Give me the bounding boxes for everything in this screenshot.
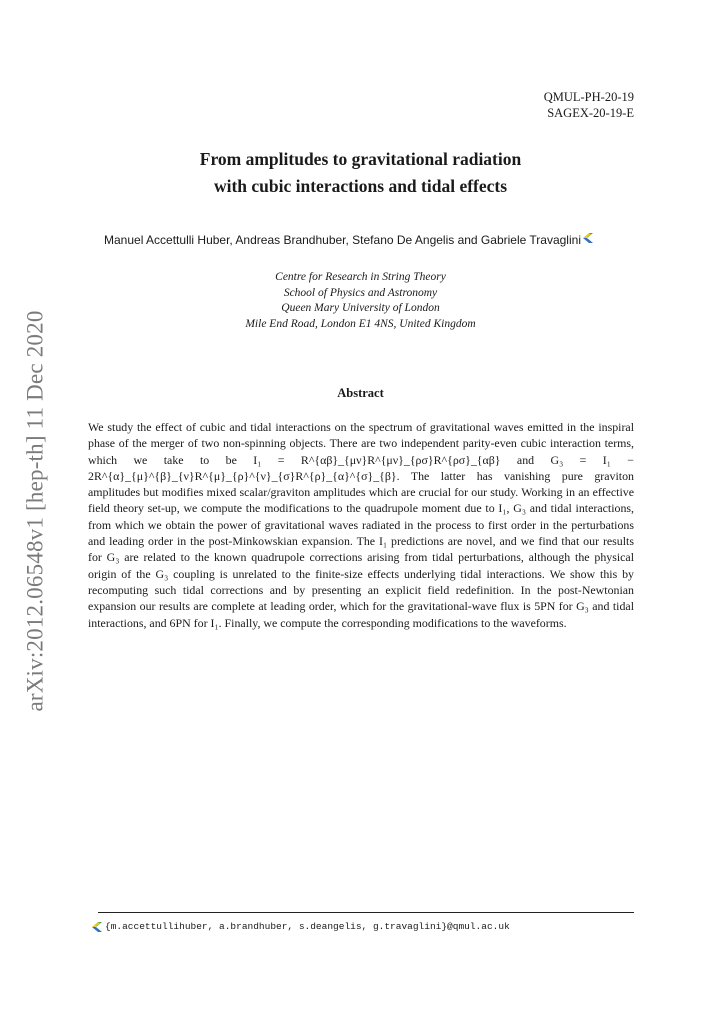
footnote-email [92,921,510,932]
arxiv-side-stamp [14,306,58,716]
abstract-body: We study the effect of cubic and tidal interactions on the spectrum of gravitational waves emitted in the inspiral phase of the merger of two non-spinning objects. There are two independent parity-even cubic interaction terms, which we take to be I₁ = R^{αβ}_{μν}R^{μν}_{ρσ}R^{ρσ}_{αβ} and G₃ = I₁ − 2R^{α}_{μ}^{β}_{ν}R^{μ}_{ρ}^{ν}_{σ}R^{ρ}_{α}^{σ}_{β}. The latter has vanishing pure graviton amplitudes but modifies mixed scalar/graviton amplitudes which are crucial for our study. Working in an effective field theory set-up, we compute the modifications to the quadrupole moment due to I₁, G₃ and tidal interactions, from which we obtain the power of gravitational waves radiated in the process to first order in the perturbations and leading order in the post-Minkowskian expansion. The I₁ predictions are novel, and we find that our results for G₃ are related to the known quadrupole corrections arising from tidal perturbations, although the physical origin of the G₃ coupling is unrelated to the finite-size effects underlying tidal interactions. We show this by recomputing such tidal corrections and by presenting an explicit field redefinition. In the post-Newtonian expansion our results are complete at leading order, which for the gravitational-wave flux is 5PN for G₃ and tidal interactions, and 6PN for I₁. Finally, we compute the corresponding modifications to the waveforms. [88,420,634,630]
paper-title [0,146,721,200]
affiliation-line: Mile End Road, London E1 4NS, United Kingdom [245,317,476,330]
affiliation-line: School of Physics and Astronomy [283,286,438,299]
title-line: From amplitudes to gravitational radiation [199,149,522,169]
title-line: with cubic interactions and tidal effects [213,176,508,196]
affiliation [0,270,721,332]
affiliation-line: Centre for Research in String Theory [275,271,446,283]
affiliation-line: Queen Mary University of London [281,302,440,314]
footnote-divider [98,912,634,913]
tricolor-chevron-icon [583,233,593,243]
abstract-heading: Abstract [337,386,384,400]
author-list [0,233,697,247]
footnote-text: {m.accettullihuber, a.brandhuber, s.deangelis, g.travaglini}@qmul.ac.uk [105,921,510,932]
arxiv-identifier: arXiv:2012.06548v1 [hep-th] 11 Dec 2020 [23,310,48,712]
authors-text: Manuel Accettulli Huber, Andreas Brandhuber, Stefano De Angelis and Gabriele Travaglini [104,233,581,247]
report-numbers [544,89,634,121]
tricolor-chevron-icon [92,922,102,932]
report-number: QMUL-PH-20-19 [543,90,634,104]
report-number: SAGEX-20-19-E [547,106,634,120]
